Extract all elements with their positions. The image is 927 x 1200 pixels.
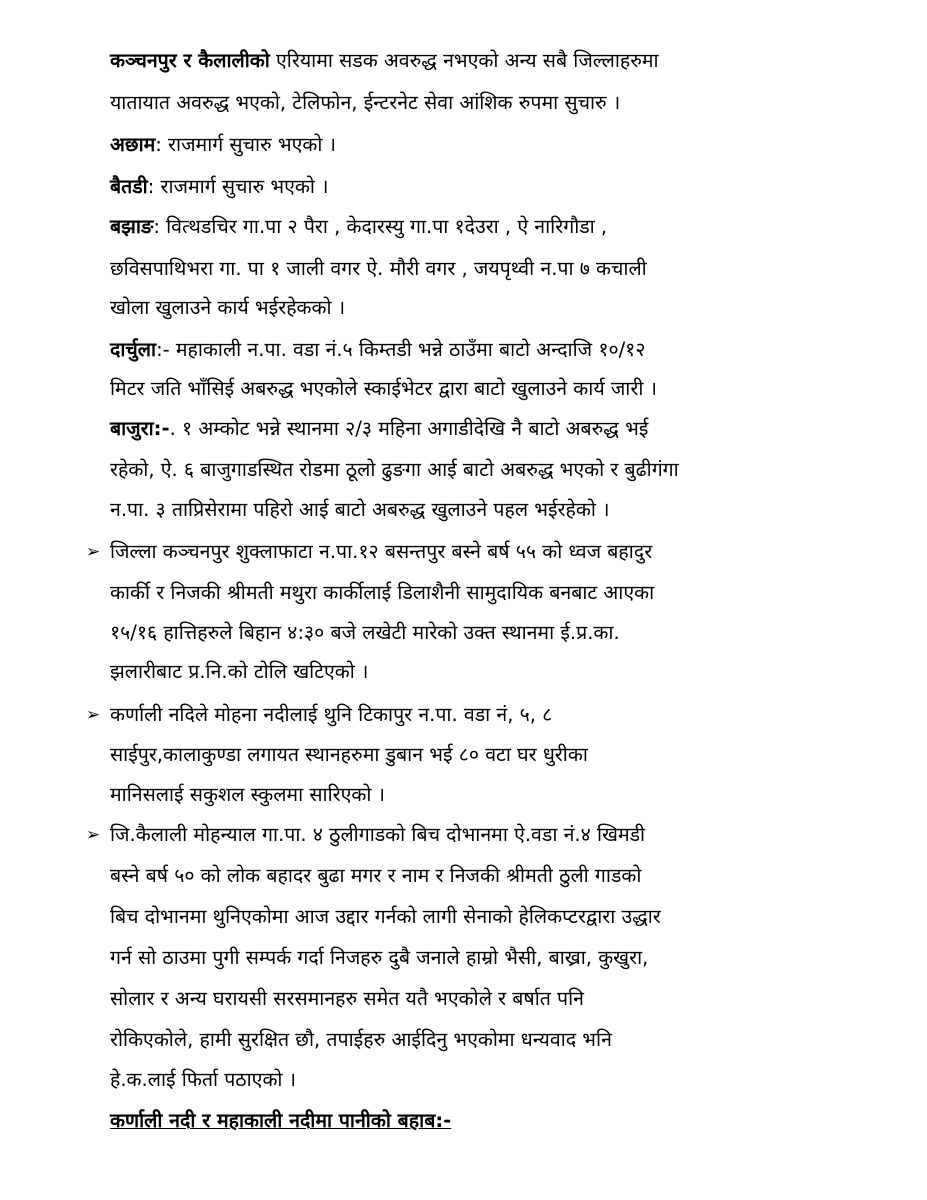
bajura-line-1 [110,414,648,444]
baitadi-line [110,172,328,202]
darchula-line-1 [110,335,645,365]
bajura-line-2: रहेको, ऐ. ६ बाजुगाडस्थित रोडमा ठूलो ढुङगा आई बाटो अबरुद्ध भएको र बुढीगंगा [110,458,679,481]
kanchanpur-line-1 [110,46,659,76]
bajhang-line-3: खोला खुलाउने कार्य भईरहेकको । [110,296,346,319]
bullet-arrow-icon: ➢ [86,705,101,725]
bullet2-line-2: साईपुर,कालाकुण्डा लगायत स्थानहरुमा डुबान भई ८० वटा घर धुरीका [110,743,588,766]
kanchanpur-text: एरियामा सडक अवरुद्ध नभएको अन्य सबै जिल्लाहरुमा [269,49,659,72]
bullet3-line-3: बिच दोभानमा थुनिएकोमा आज उद्दार गर्नको लागी सेनाको हेलिकप्टरद्वारा उद्धार [110,905,661,928]
bajhang-label: बझाङ [110,215,154,238]
bajura-line-3: न.पा. ३ ताप्रिसेरामा पहिरो आई बाटो अबरुद्ध खुलाउने पहल भईरहेको । [110,498,610,521]
baitadi-label: बैतडी [110,175,148,198]
bajura-text: . १ अम्कोट भन्ने स्थानमा २/३ महिना अगाडीदेखि नै बाटो अबरुद्ध भई [169,417,649,440]
bullet1-line-4: झलारीबाट प्र.नि.को टोलि खटिएको । [110,660,369,683]
kanchanpur-line-2: यातायात अवरुद्ध भएको, टेलिफोन, ईन्टरनेट सेवा आंशिक रुपमा सुचारु । [110,91,621,114]
darchula-line-2: मिटर जति भाँसिई अबरुद्ध भएकोले स्काईभेटर द्वारा बाटो खुलाउने कार्य जारी । [110,377,657,400]
bajhang-line-1 [110,212,607,242]
achham-label: अछाम [110,133,156,156]
bullet3-line-5: सोलार र अन्य घरायसी सरसमानहरु समेत यतै भएकोले र बर्षात पनि [110,987,585,1010]
bullet1-line-3: १५/१६ हात्तिहरुले बिहान ४:३० बजे लखेटी मारेको उक्त स्थानमा ई.प्र.का. [110,621,620,644]
kanchanpur-label: कञ्चनपुर र कैलालीको [110,49,270,72]
bullet1-line-2: कार्की र निजकी श्रीमती मथुरा कार्कीलाई डिलाशैनी सामुदायिक बनबाट आएका [110,581,655,604]
bullet1-line-1: जिल्ला कञ्चनपुर शुक्लाफाटा न.पा.१२ बसन्तपुर बस्ने बर्ष ५५ को ध्वज बहादुर [110,540,653,563]
bullet2-line-1: कर्णाली नदिले मोहना नदीलाई थुनि टिकापुर न.पा. वडा नं, ५, ८ [110,703,553,726]
bajhang-text: : वित्थडचिर गा.पा २ पैरा , केदारस्यु गा.पा १देउरा , ऐ नारिगौडा , [153,215,608,238]
bullet-arrow-icon: ➢ [86,825,101,845]
bullet3-line-4: गर्न सो ठाउमा पुगी सम्पर्क गर्दा निजहरु दुबै जनाले हाम्रो भैसी, बाख्रा, कुखुरा, [110,946,649,969]
section-heading: कर्णाली नदी र महाकाली नदीमा पानीको बहाब:- [110,1109,452,1132]
baitadi-text: : राजमार्ग सुचारु भएको । [147,175,329,198]
darchula-text: :- महाकाली न.पा. वडा नं.५ किम्तडी भन्ने ठाउँमा बाटो अन्दाजि १०/१२ [156,338,646,361]
bullet3-line-6: रोकिएकोले, हामी सुरक्षित छौ, तपाईहरु आईदिनु भएकोमा धन्यवाद भनि [110,1028,612,1051]
bullet2-line-3: मानिसलाई सकुशल स्कुलमा सारिएको । [110,783,385,806]
achham-text: : राजमार्ग सुचारु भएको । [155,133,337,156]
bullet3-line-7: हे.क.लाई फिर्ता पठाएको । [110,1068,297,1091]
bullet3-line-2: बस्ने बर्ष ५० को लोक बहादर बुढा मगर र नाम र निजकी श्रीमती ठुली गाडको [110,864,642,887]
bajhang-line-2: छविसपाथिभरा गा. पा १ जाली वगर ऐ. मौरी वगर , जयपृथ्वी न.पा ७ कचाली [110,257,647,280]
darchula-label: दार्चुला [110,338,157,361]
bullet-arrow-icon: ➢ [86,542,101,562]
achham-line [110,130,336,160]
bullet3-line-1: जि.कैलाली मोहन्याल गा.पा. ४ ठुलीगाडको बिच दोभानमा ऐ.वडा नं.४ खिमडी [110,823,646,846]
bajura-label: बाजुरा:- [110,417,170,440]
